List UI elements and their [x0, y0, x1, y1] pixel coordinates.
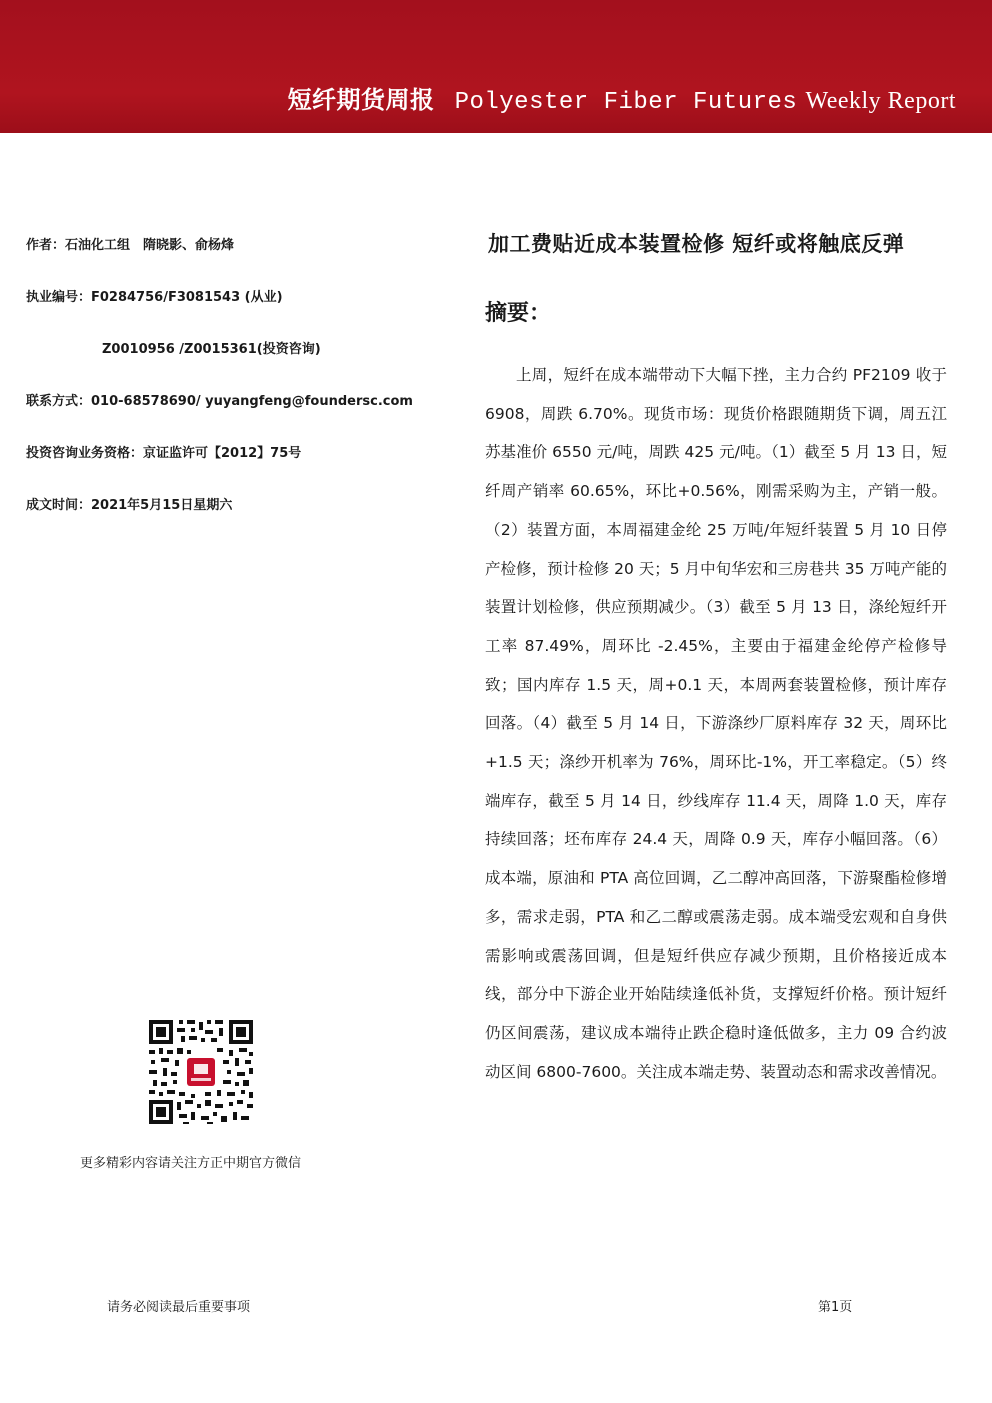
- author-line: 作者：石油化工组 隋晓影、俞杨烽: [26, 238, 235, 253]
- header-band: [0, 0, 992, 133]
- title-english-serif: Weekly Report: [805, 88, 956, 114]
- report-headline: 加工费贴近成本装置检修 短纤或将触底反弹: [488, 232, 905, 256]
- report-series-title: [288, 80, 956, 116]
- page-number: 第1页: [818, 1300, 853, 1315]
- title-english-mono: Polyester Fiber Futures: [454, 89, 798, 116]
- footer-notice: 请务必阅读最后重要事项: [107, 1300, 251, 1315]
- abstract-label: 摘要：: [485, 301, 552, 326]
- license-line: 执业编号：F0284756/F3081543 (从业): [26, 290, 283, 305]
- qr-caption: 更多精彩内容请关注方正中期官方微信: [80, 1156, 302, 1171]
- title-chinese: 短纤期货周报: [287, 86, 435, 114]
- qualification-line: 投资咨询业务资格：京证监许可【2012】75号: [26, 446, 302, 461]
- license-line-2: Z0010956 /Z0015361(投资咨询): [102, 342, 321, 357]
- qr-code[interactable]: [147, 1018, 255, 1126]
- date-line: 成文时间：2021年5月15日星期六: [26, 498, 233, 513]
- contact-line[interactable]: 联系方式：010-68578690/ yuyangfeng@foundersc.com: [26, 394, 413, 409]
- summary-paragraph: 上周，短纤在成本端带动下大幅下挫，主力合约 PF2109 收于 6908，周跌 6.70%。现货市场：现货价格跟随期货下调，周五江苏基准价 6550 元/吨，周跌 425 元/吨。（1）截至 5 月 13 日，短纤周产销率 60.65%，环比+0.56%，刚需采购为主，产销一般。（2）装置方面，本周福建金纶 25 万吨/年短纤装置 5 月 10 日停产检修，预计检修 20 天；5 月中旬华宏和三房巷共 35 万吨产能的装置计划检修，供应预期减少。（3）截至 5 月 13 日，涤纶短纤开工率 87.49%，周环比 -2.45%，主要由于福建金纶停产检修导致；国内库存 1.5 天，周+0.1 天，本周两套装置检修，预计库存回落。（4）截至 5 月 14 日，下游涤纱厂原料库存 32 天，周环比+1.5 天；涤纱开机率为 76%，周环比-1%，开工率稳定。（5）终端库存，截至 5 月 14 日，纱线库存 11.4 天，周降 1.0 天，库存持续回落；坯布库存 24.4 天，周降 0.9 天，库存小幅回落。（6）成本端，原油和 PTA 高位回调，乙二醇冲高回落，下游聚酯检修增多，需求走弱，PTA 和乙二醇或震荡走弱。成本端受宏观和自身供需影响或震荡回调，但是短纤供应存减少预期，且价格接近成本线，部分中下游企业开始陆续逢低补货，支撑短纤价格。预计短纤仍区间震荡，建议成本端待止跌企稳时逢低做多，主力 09 合约波动区间 6800-7600。关注成本端走势、装置动态和需求改善情况。: [485, 366, 947, 1081]
